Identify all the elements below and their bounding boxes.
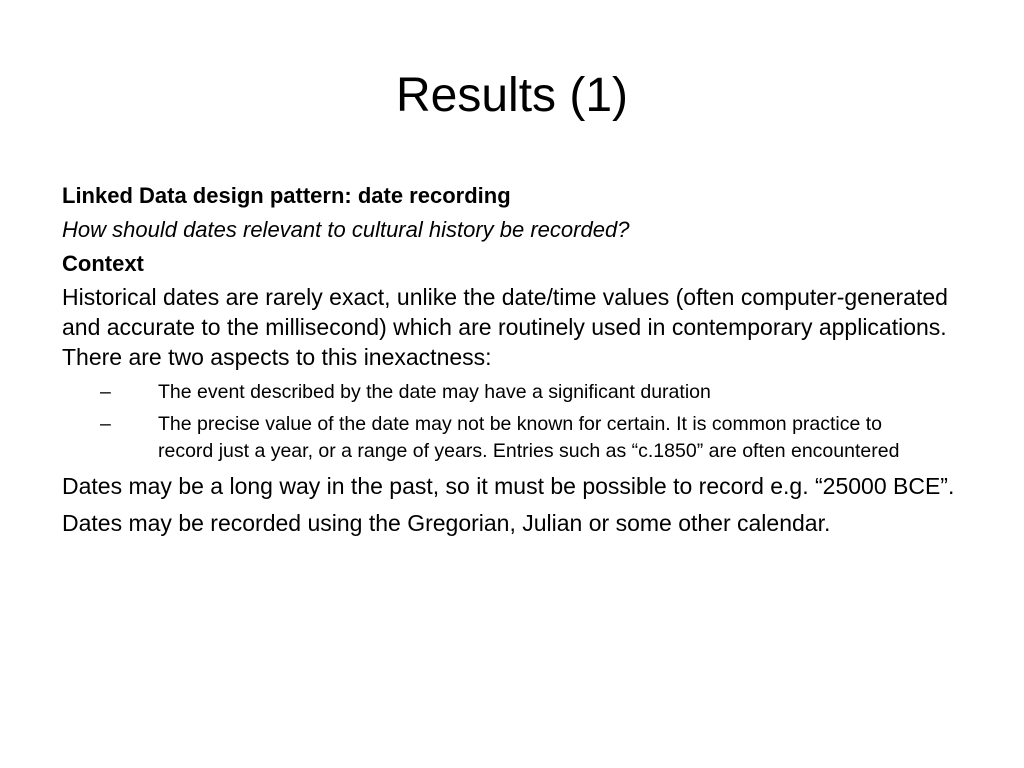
pattern-question: How should dates relevant to cultural history be recorded? xyxy=(62,217,630,242)
slide-title: Results (1) xyxy=(395,69,629,122)
inexactness-list xyxy=(62,379,962,465)
pattern-heading: Linked Data design pattern: date recording xyxy=(62,183,511,208)
list-item-text: The precise value of the date may not be known for certain. It is common practice to record just a year, or a range of years. Entries such as “c.1850” are often encountered xyxy=(158,413,900,462)
past-dates-paragraph: Dates may be a long way in the past, so it must be possible to record e.g. “25000 BCE”. xyxy=(62,473,955,499)
calendar-paragraph: Dates may be recorded using the Gregorian, Julian or some other calendar. xyxy=(62,510,831,536)
context-paragraph: Historical dates are rarely exact, unlike the date/time values (often computer-generated and accurate to the millisecond) which are routinely used in contemporary applications. There are two aspects to this inexactness: xyxy=(62,284,948,370)
dash-bullet-marker: – xyxy=(100,381,111,403)
dash-bullet-marker: – xyxy=(100,413,111,435)
list-item-text: The event described by the date may have a significant duration xyxy=(158,381,711,403)
slide-body xyxy=(62,180,962,545)
context-label: Context xyxy=(62,251,144,276)
list-item xyxy=(62,411,918,465)
list-item xyxy=(62,379,918,406)
